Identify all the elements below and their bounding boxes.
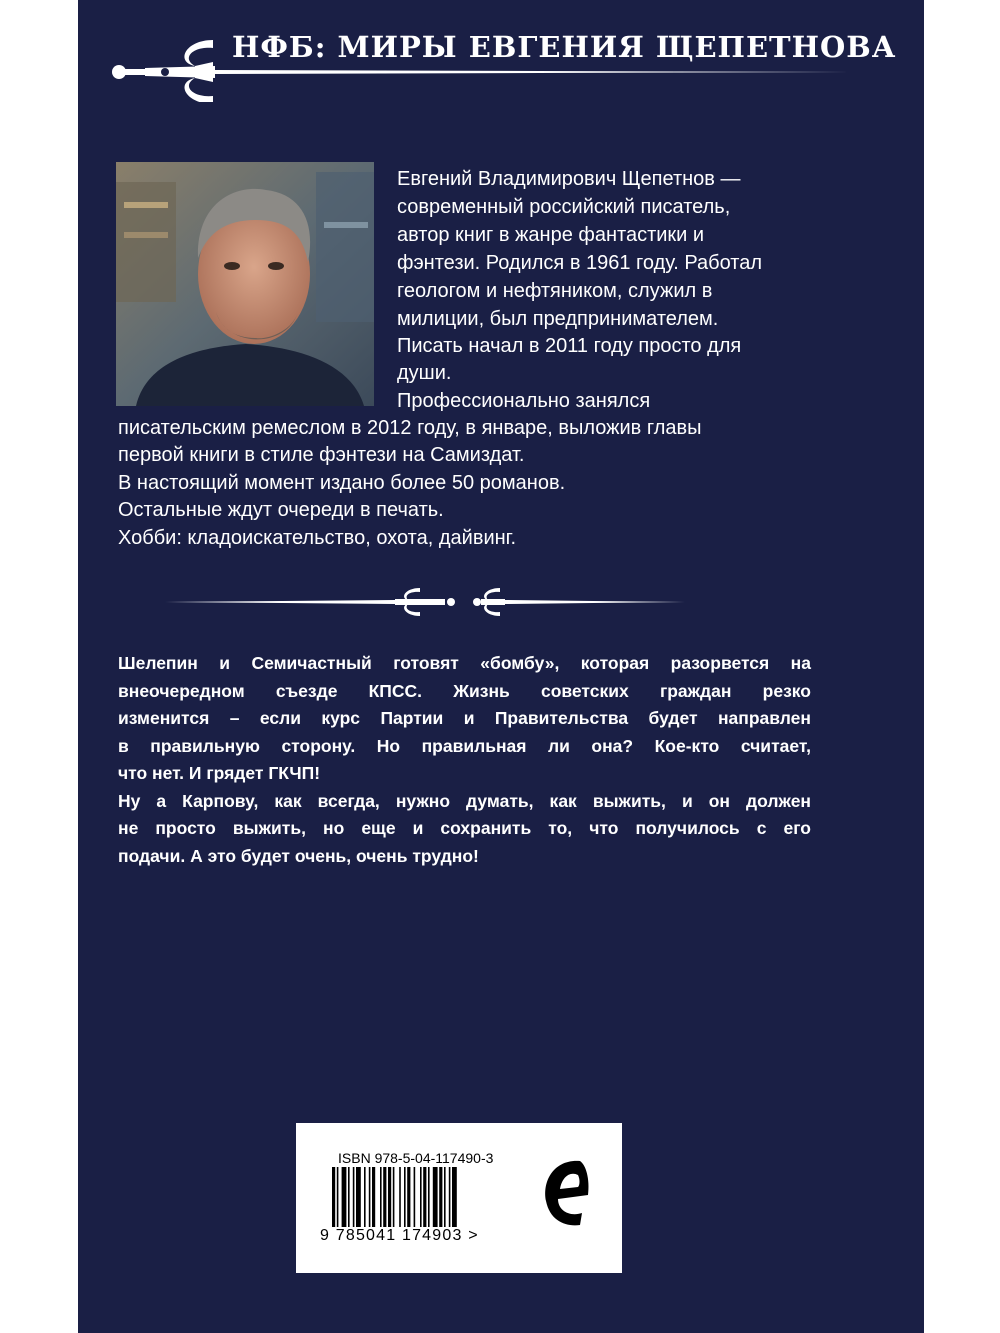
annotation-line: Шелепин и Семичастный готовят «бомбу», которая разорвется на: [118, 653, 811, 673]
bio-line: фэнтези. Родился в 1961 году. Работал: [397, 252, 763, 274]
bio-line: Евгений Владимирович Щепетнов —: [397, 168, 741, 190]
bio-line: писательским ремеслом в 2012 году, в январе, выложив главы: [118, 417, 702, 439]
isbn-number: ISBN 978-5-04-117490-3: [338, 1150, 494, 1166]
bio-line: милиции, был предпринимателем.: [397, 308, 719, 330]
barcode-digits: 9 785041 174903 >: [320, 1227, 479, 1244]
author-portrait: [116, 162, 374, 406]
bio-line: автор книг в жанре фантастики и: [397, 224, 705, 246]
bio-line: Писать начал в 2011 году просто для: [397, 335, 742, 357]
annotation-line: в правильную сторону. Но правильная ли она? Кое-кто считает,: [118, 736, 811, 756]
series-title: НФБ: МИРЫ ЕВГЕНИЯ ЩЕПЕТНОВА: [232, 30, 897, 64]
bio-line: В настоящий момент издано более 50 романов.: [118, 472, 566, 494]
annotation-line: не просто выжить, но еще и сохранить то, что получилось с его: [118, 818, 811, 838]
annotation-line: подачи. А это будет очень, очень трудно!: [118, 846, 479, 866]
bio-line: Остальные ждут очереди в печать.: [118, 499, 444, 521]
bio-line: души.: [397, 362, 452, 384]
annotation-line: изменится – если курс Партии и Правительства будет направлен: [118, 708, 811, 728]
annotation-line: что нет. И грядет ГКЧП!: [118, 763, 321, 783]
annotation-line: внеочередном съезде КПСС. Жизнь советских граждан резко: [118, 681, 811, 701]
eksmo-logo-icon: [540, 1155, 596, 1241]
bio-line: современный российский писатель,: [397, 196, 731, 218]
bio-line: первой книги в стиле фэнтези на Самиздат.: [118, 444, 525, 466]
bio-line: Профессионально занялся: [397, 390, 651, 412]
annotation-line: Ну а Карпову, как всегда, нужно думать, как выжить, и он должен: [118, 791, 811, 811]
barcode: [332, 1167, 504, 1227]
bio-line: геологом и нефтяником, служил в: [397, 280, 713, 302]
barcode-panel: [296, 1123, 622, 1273]
bio-line: Хобби: кладоискательство, охота, дайвинг.: [118, 527, 517, 549]
ornamental-divider-icon: [165, 582, 685, 622]
